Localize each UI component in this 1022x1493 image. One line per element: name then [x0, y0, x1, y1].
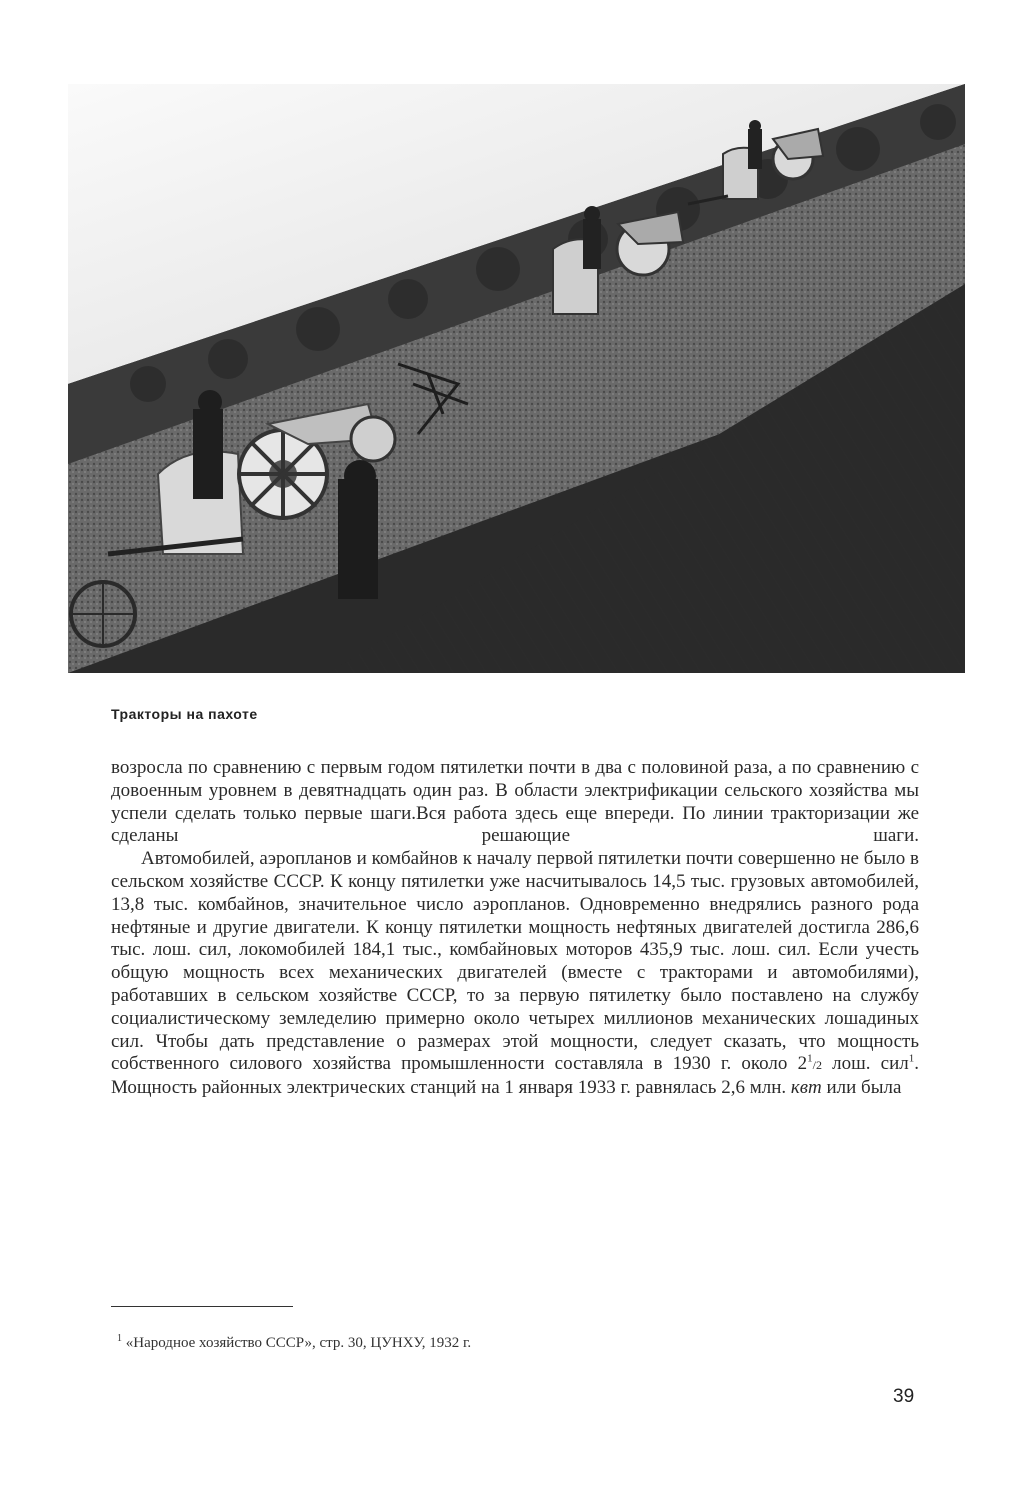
fraction-numerator: 1	[807, 1053, 813, 1066]
paragraph-2-rest: . Мощность районных электрических станций на 1 января 1933 г. равнялась 2,6 млн.	[111, 1053, 920, 1099]
paragraph-1: возросла по сравнению с первым годом пятилетки почти в два с половиной раза, а по сравнению с довоенным уровнем в девятнадцать один раз. В области электрификации сельского хозяйства мы успели сделать только первые шаги.Вся работа здесь еще впереди. По линии тракторизации же сделаны решающие шаги.	[111, 757, 919, 847]
footnote-text: «Народное хозяйство СССР», стр. 30, ЦУНХУ, 1932 г.	[122, 1335, 472, 1351]
tractors-plowing-image	[68, 84, 965, 673]
fraction-whole: 2	[797, 1053, 808, 1075]
fraction-denominator: 2	[815, 1058, 822, 1073]
footnote-divider	[111, 1306, 293, 1307]
footnote	[117, 1335, 471, 1352]
paragraph-2: Автомобилей, аэропланов и комбайнов к началу первой пятилетки почти совершенно не было в сельском хозяйстве СССР. К концу пятилетки уже насчитывалось 14,5 тыс. грузовых автомобилей, 13,8 тыс. комбайнов, значительное число аэропланов. Одновременно внедрялись разного рода нефтяные и другие двигатели. К концу пятилетки мощность нефтяных двигателей достигла 286,6 тыс. лош. сил, локомобилей 184,1 тыс., комбайновых моторов 435,9 тыс. лош. сил. Если учесть общую мощность всех механических двигателей (вместе с тракторами и автомобилями), работавших в сельском хозяйстве СССР, то за первую пятилетку было поставлено на службу социалистическому земледелию примерно около четырех миллионов механических лошадиных сил. Чтобы дать представление о размерах этой мощности, следует сказать, что мощность собственного силового хозяйства промышленности составляла в 1930 г. около $2^1/2$ лош. сил$^1$. Мощность районных электрических станций на 1 января 1933 г. равнялась 2,6 млн. квт или была	[111, 848, 920, 1099]
unit-kwt: квт	[790, 1077, 822, 1099]
page-number: 39	[893, 1386, 915, 1407]
photo-caption: Тракторы на пахоте	[111, 706, 258, 722]
paragraph-2-text: Автомобилей, аэропланов и комбайнов к началу первой пятилетки почти совершенно не было в сельском хозяйстве СССР. К концу пятилетки уже насчитывалось 14,5 тыс. грузовых автомобилей, 13,8 тыс. комбайнов, значительное число аэропланов. Одновременно внедрялись разного рода нефтяные и другие двигатели. К концу пятилетки мощность нефтяных двигателей достигла 286,6 тыс. лош. сил, локомобилей 184,1 тыс., комбайновых моторов 435,9 тыс. лош. сил. Если учесть общую мощность всех механических двигателей (вместе с тракторами и автомобилями), работавших в сельском хозяйстве СССР, то за первую пятилетку было поставлено на службу социалистическому земледелию примерно около четырех миллионов механических лошадиных сил. Чтобы дать представление о размерах этой мощности, следует сказать, что мощность собственного силового хозяйства промышленности составляла в 1930 г. около	[111, 848, 919, 1075]
paragraph-2-end: или была	[821, 1077, 902, 1099]
tractors-photo	[68, 84, 965, 673]
body-text	[111, 757, 919, 1100]
footnote-mark: 1	[117, 1333, 122, 1344]
footnote-reference: 1	[908, 1053, 915, 1066]
after-fraction-text: лош. сил	[821, 1053, 909, 1075]
